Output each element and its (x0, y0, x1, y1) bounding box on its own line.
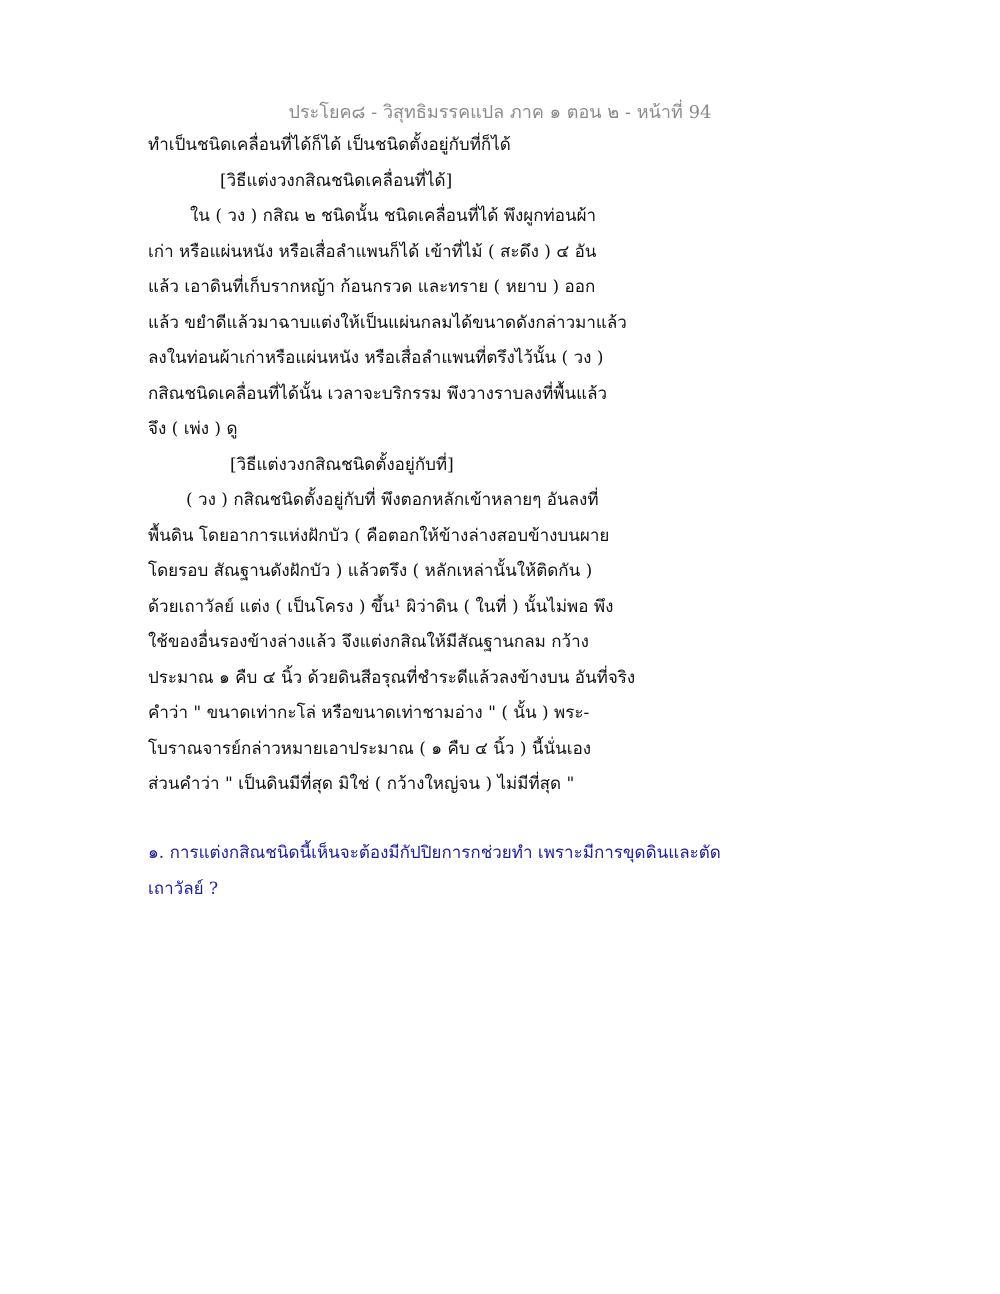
section-heading: [วิธีแต่งวงกสิณชนิดเคลื่อนที่ได้] (220, 170, 453, 191)
text-line: พื้นดิน โดยอาการแห่งฝักบัว ( คือตอกให้ข้างล่างสอบข้างบนผาย (148, 525, 610, 546)
text-line: ทำเป็นชนิดเคลื่อนที่ได้ก็ได้ เป็นชนิดตั้งอยู่กับที่ก็ได้ (148, 135, 511, 155)
text-line: กสิณชนิดเคลื่อนที่ได้นั้น เวลาจะบริกรรม พึงวางราบลงที่พื้นแล้ว (148, 383, 608, 404)
text-line: ประมาณ ๑ คืบ ๔ นิ้ว ด้วยดินสีอรุณที่ชำระดีแล้วลงข้างบน อันที่จริง (148, 667, 636, 688)
text-line: เก่า หรือแผ่นหนัง หรือเสื่อลำแพนก็ได้ เข้าที่ไม้ ( สะดึง ) ๔ อัน (148, 241, 597, 262)
footnote-line: เถาวัลย์ ? (148, 878, 219, 899)
text-line: คำว่า " ขนาดเท่ากะโล่ หรือขนาดเท่าชามอ่าง " ( นั้น ) พระ- (148, 703, 590, 723)
text-line: ( วง ) กสิณชนิดตั้งอยู่กับที่ พึงตอกหลักเข้าหลายๆ อันลงที่ (186, 490, 599, 510)
footnote (148, 836, 868, 907)
text-line: ใน ( วง ) กสิณ ๒ ชนิดนั้น ชนิดเคลื่อนที่ได้ พึงผูกท่อนผ้า (190, 206, 597, 226)
text-line: แล้ว ขยำดีแล้วมาฉาบแต่งให้เป็นแผ่นกลมได้ขนาดดังกล่าวมาแล้ว (148, 312, 627, 333)
text-line: แล้ว เอาดินที่เก็บรากหญ้า ก้อนกรวด และทราย ( หยาบ ) ออก (148, 277, 596, 297)
page-header: ประโยค๘ - วิสุทธิมรรคแปล ภาค ๑ ตอน ๒ - หน้าที่ 94 (288, 102, 712, 123)
text-line: จึง ( เพ่ง ) ดู (148, 419, 238, 439)
body-text (148, 128, 868, 803)
text-line: ส่วนคำว่า " เป็นดินมีที่สุด มิใช่ ( กว้างใหญ่จน ) ไม่มีที่สุด " (148, 774, 575, 794)
section-heading: [วิธีแต่งวงกสิณชนิดตั้งอยู่กับที่] (230, 454, 454, 475)
text-line: ลงในท่อนผ้าเก่าหรือแผ่นหนัง หรือเสื่อลำแพนที่ตรึงไว้นั้น ( วง ) (148, 348, 604, 368)
text-line: ใช้ของอื่นรองข้างล่างแล้ว จึงแต่งกสิณให้มีสัณฐานกลม กว้าง (148, 632, 589, 652)
footnote-line: ๑. การแต่งกสิณชนิดนี้เห็นจะต้องมีกัปปิยการกช่วยทำ เพราะมีการขุดดินและตัด (148, 843, 721, 863)
text-line: ด้วยเถาวัลย์ แต่ง ( เป็นโครง ) ขึ้น¹ ผิว่าดิน ( ในที่ ) นั้นไม่พอ พึง (148, 596, 614, 617)
text-line: โบราณจารย์กล่าวหมายเอาประมาณ ( ๑ คืบ ๔ นิ้ว ) นี้นั่นเอง (148, 738, 592, 759)
text-line: โดยรอบ สัณฐานดังฝักบัว ) แล้วตรึง ( หลักเหล่านั้นให้ติดกัน ) (148, 561, 593, 581)
